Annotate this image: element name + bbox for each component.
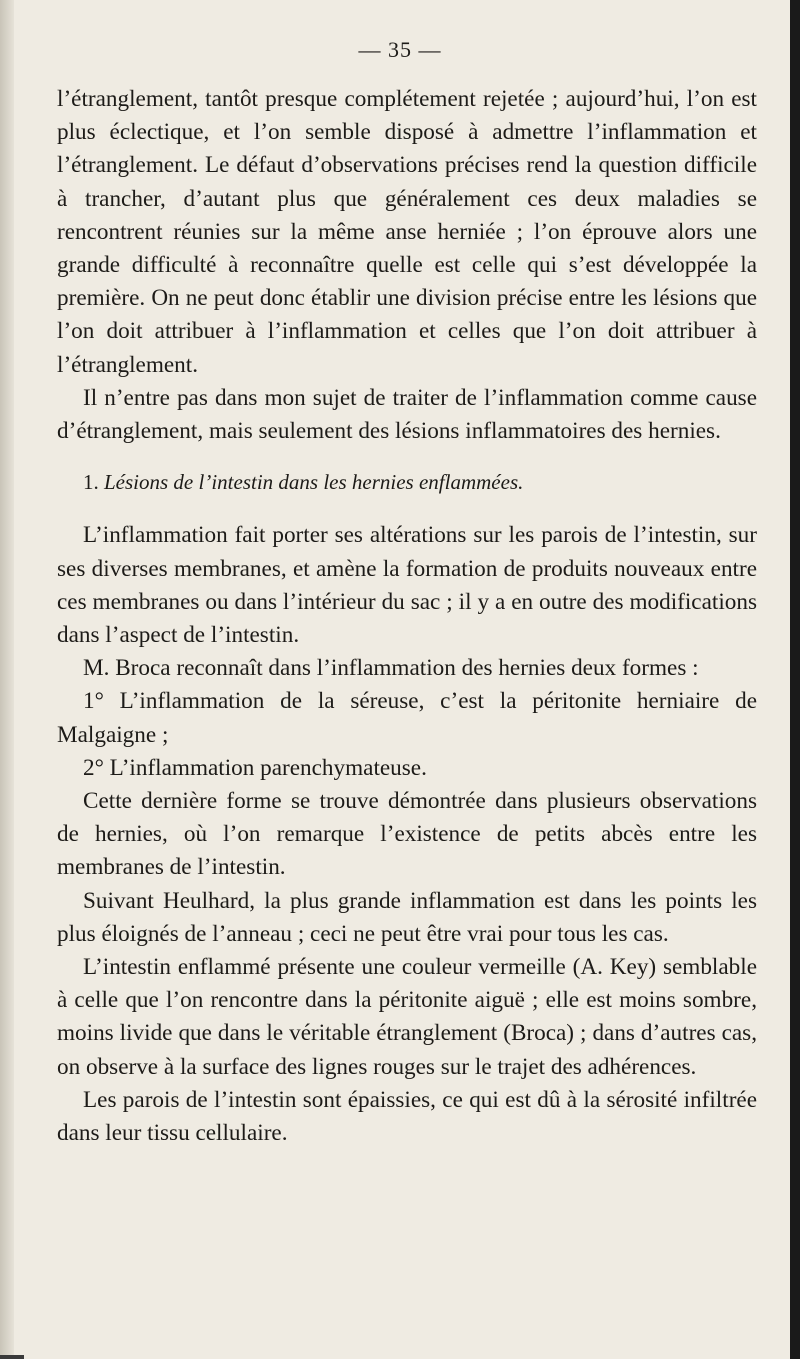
page-right-edge [790, 0, 800, 1359]
body-paragraph-3: Cette dernière forme se trouve démontrée dans plusieurs observations de hernies, où l’on remarque l’existence de petits abcès entre les membranes de l’intestin. [57, 788, 757, 881]
page-left-edge [0, 0, 14, 1359]
section-number: 1. [83, 470, 99, 495]
page-number: — 35 — [358, 37, 442, 62]
body-paragraph-2: M. Broca reconnaît dans l’inflammation des hernies deux formes : [83, 655, 699, 682]
body-paragraph-5: L’intestin enflammé présente une couleur vermeille (A. Key) semblable à celle que l’on rencontre dans la péritonite aiguë ; elle est moins sombre, moins livide que dans le véritable étranglement (Broca) ; dans d’autres cas, on observe à la surface des lignes rouges sur le trajet des adhérences. [57, 954, 757, 1080]
section-heading [57, 466, 757, 499]
section-title: Lésions de l’intestin dans les hernies enflammées. [104, 470, 524, 495]
body-paragraph-6: Les parois de l’intestin sont épaissies, ce qui est dû à la sérosité infiltrée dans leur tissu cellulaire. [57, 1086, 757, 1147]
page-bottom-corner [0, 1355, 24, 1359]
body-paragraph-1: L’inflammation fait porter ses altérations sur les parois de l’intestin, sur ses diverses membranes, et amène la formation de produits nouveaux entre ces membranes ou dans l’intérieur du sac ; il y a en outre des modifications dans l’aspect de l’intestin. [57, 522, 757, 649]
list-item-1: 1° L’inflammation de la séreuse, c’est la péritonite herniaire de Malgaigne ; [57, 688, 757, 748]
list-item-2: 2° L’inflammation parenchymateuse. [83, 754, 427, 781]
paragraph-1: l’étranglement, tantôt presque complétement rejetée ; aujourd’hui, l’on est plus éclectique, et l’on semble disposé à admettre l’inflammation et l’étranglement. Le défaut d’observations précises rend la question difficile à trancher, d’autant plus que généralement ces deux maladies se rencontrent réunies sur la même anse herniée ; l’on éprouve alors une grande difficulté à reconnaître quelle est celle qui s’est développée la première. On ne peut donc établir une division précise entre les lésions que l’on doit attribuer à l’inflammation et celles que l’on doit attribuer à l’étranglement. [57, 86, 757, 378]
paragraph-2: Il n’entre pas dans mon sujet de traiter de l’inflammation comme cause d’étranglement, mais seulement des lésions inflammatoires des hernies. [57, 384, 757, 445]
body-paragraph-4: Suivant Heulhard, la plus grande inflammation est dans les points les plus éloignés de l’anneau ; ceci ne peut être vrai pour tous les cas. [57, 887, 757, 947]
page-text [57, 83, 757, 1150]
